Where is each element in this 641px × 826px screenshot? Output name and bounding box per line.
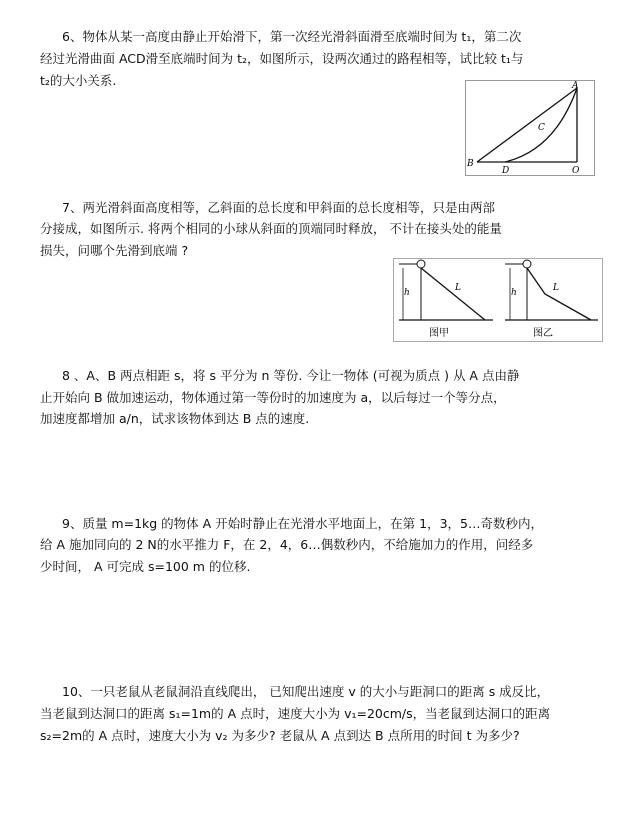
figure-two-slopes bbox=[393, 258, 603, 342]
problem-9-line-2: 给 A 施加同向的 2 N的水平推力 F，在 2，4，6…偶数秒内，不给施加力的作用，问经多 bbox=[40, 537, 534, 552]
problem-10-line-2: 当老鼠到达洞口的距离 s₁=1m的 A 点时，速度大小为 v₁=20cm/s，当老鼠到达洞口的距离 bbox=[40, 706, 551, 721]
problem-7-line-3: 损失，问哪个先滑到底端 ? bbox=[40, 243, 189, 258]
problem-8-line-3: 加速度都增加 a/n，试求该物体到达 B 点的速度. bbox=[40, 411, 310, 426]
problem-10-line-3: s₂=2m的 A 点时，速度大小为 v₂ 为多少? 老鼠从 A 点到达 B 点所用的时间 t 为多少? bbox=[40, 728, 520, 743]
caption-jia: 图甲 bbox=[429, 328, 449, 339]
label-D: D bbox=[502, 166, 510, 176]
problem-6-line-3: t₂的大小关系. bbox=[40, 73, 117, 88]
problem-7-line-2: 分接成，如图所示. 将两个相同的小球从斜面的顶端同时释放， 不计在接头处的能量 bbox=[40, 221, 502, 236]
figure-slope-and-curve bbox=[465, 80, 595, 176]
label-L-yi: L bbox=[553, 283, 559, 293]
label-O: O bbox=[572, 166, 580, 176]
problem-7-line-1: 7、两光滑斜面高度相等，乙斜面的总长度和甲斜面的总长度相等，只是由两部 bbox=[62, 200, 495, 215]
caption-yi: 图乙 bbox=[533, 328, 553, 339]
problem-8-line-1: 8 、A、B 两点相距 s，将 s 平分为 n 等份. 今让一物体 (可视为质点 ) 从 A 点由静 bbox=[62, 368, 520, 383]
problem-6-line-1: 6、物体从某一高度由静止开始滑下，第一次经光滑斜面滑至底端时间为 t₁，第二次 bbox=[62, 29, 522, 44]
label-L-jia: L bbox=[455, 283, 461, 293]
problem-9-line-1: 9、质量 m=1kg 的物体 A 开始时静止在光滑水平地面上，在第 1，3，5…奇数秒内， bbox=[62, 516, 544, 531]
label-C: C bbox=[538, 123, 545, 133]
problem-9-line-3: 少时间， A 可完成 s=100 m 的位移. bbox=[40, 559, 251, 574]
problem-6-line-2: 经过光滑曲面 ACD滑至底端时间为 t₂，如图所示，设两次通过的路程相等，试比较 t₁与 bbox=[40, 51, 524, 66]
label-h-yi: h bbox=[511, 288, 517, 298]
label-B: B bbox=[467, 159, 474, 169]
label-h-jia: h bbox=[404, 288, 410, 298]
problem-8-line-2: 止开始向 B 做加速运动，物体通过第一等份时的加速度为 a，以后每过一个等分点， bbox=[40, 390, 506, 405]
label-A: A bbox=[572, 81, 579, 91]
problem-10-line-1: 10、一只老鼠从老鼠洞沿直线爬出， 已知爬出速度 v 的大小与距洞口的距离 s 成反比， bbox=[62, 684, 550, 699]
